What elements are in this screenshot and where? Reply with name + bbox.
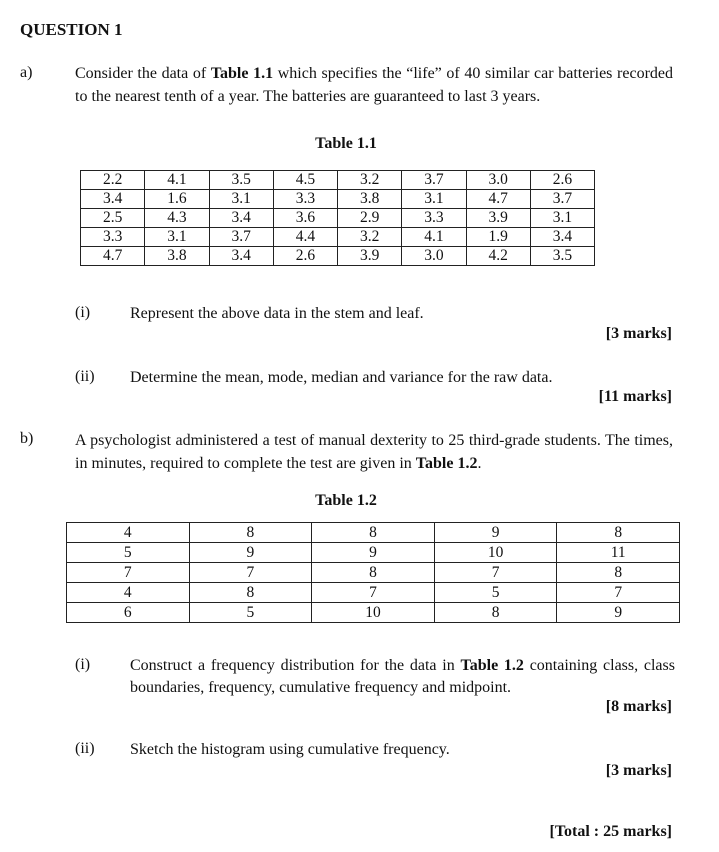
part-b-ii-text: Sketch the histogram using cumulative frequency. bbox=[130, 741, 450, 758]
table-cell: 3.0 bbox=[402, 247, 466, 266]
table-1-2-reference-2: Table 1.2 bbox=[460, 657, 524, 674]
table-cell: 3.1 bbox=[530, 209, 594, 228]
table-cell: 4.4 bbox=[273, 228, 337, 247]
table-cell: 5 bbox=[189, 603, 312, 623]
table-cell: 3.2 bbox=[338, 171, 402, 190]
part-b-i-marks: [8 marks] bbox=[605, 698, 672, 715]
part-a-ii-text: Determine the mean, mode, median and variance for the raw data. bbox=[130, 369, 553, 386]
table-cell: 3.9 bbox=[338, 247, 402, 266]
part-a-i-label: (i) bbox=[75, 304, 91, 321]
table-cell: 4 bbox=[67, 523, 190, 543]
part-b-label: b) bbox=[20, 430, 34, 447]
table-cell: 3.7 bbox=[402, 171, 466, 190]
table-row bbox=[67, 583, 680, 603]
table-cell: 3.4 bbox=[209, 209, 273, 228]
table-row bbox=[67, 563, 680, 583]
table-cell: 4.3 bbox=[145, 209, 209, 228]
table-cell: 3.5 bbox=[209, 171, 273, 190]
table-cell: 2.6 bbox=[273, 247, 337, 266]
table-cell: 9 bbox=[312, 543, 435, 563]
table-cell: 8 bbox=[434, 603, 557, 623]
table-cell: 4.7 bbox=[466, 190, 530, 209]
part-a-intro: Consider the data of Table 1.1 which specifies the “life” of 40 similar car batteries recorded to the nearest tenth of a year. The batteries are guaranteed to last 3 years. bbox=[75, 65, 674, 105]
table-cell: 3.8 bbox=[338, 190, 402, 209]
table-cell: 10 bbox=[434, 543, 557, 563]
table-1-1 bbox=[80, 170, 595, 266]
table-cell: 7 bbox=[67, 563, 190, 583]
table-cell: 3.9 bbox=[466, 209, 530, 228]
table-cell: 7 bbox=[312, 583, 435, 603]
table-cell: 3.2 bbox=[338, 228, 402, 247]
table-cell: 4.2 bbox=[466, 247, 530, 266]
table-cell: 9 bbox=[557, 603, 680, 623]
table-cell: 3.7 bbox=[209, 228, 273, 247]
table-cell: 3.7 bbox=[530, 190, 594, 209]
table-cell: 8 bbox=[312, 563, 435, 583]
table-cell: 3.8 bbox=[145, 247, 209, 266]
total-marks: [Total : 25 marks] bbox=[549, 823, 672, 840]
table-cell: 7 bbox=[189, 563, 312, 583]
table-row bbox=[81, 247, 595, 266]
question-title: QUESTION 1 bbox=[20, 20, 123, 39]
table-cell: 8 bbox=[189, 523, 312, 543]
table-cell: 8 bbox=[557, 563, 680, 583]
table-cell: 3.3 bbox=[402, 209, 466, 228]
table-1-1-caption: Table 1.1 bbox=[315, 135, 377, 152]
table-cell: 3.4 bbox=[81, 190, 145, 209]
part-b-i-label: (i) bbox=[75, 656, 91, 673]
table-cell: 3.1 bbox=[209, 190, 273, 209]
table-1-2-caption: Table 1.2 bbox=[315, 492, 377, 509]
table-cell: 3.0 bbox=[466, 171, 530, 190]
table-cell: 8 bbox=[189, 583, 312, 603]
part-a-label: a) bbox=[20, 64, 33, 81]
table-1-2-reference: Table 1.2 bbox=[415, 455, 478, 472]
part-a-i-text: Represent the above data in the stem and leaf. bbox=[130, 305, 424, 322]
table-cell: 4.1 bbox=[402, 228, 466, 247]
table-row bbox=[67, 523, 680, 543]
table-cell: 4.5 bbox=[273, 171, 337, 190]
table-cell: 9 bbox=[434, 523, 557, 543]
table-cell: 3.5 bbox=[530, 247, 594, 266]
table-row bbox=[81, 190, 595, 209]
table-cell: 8 bbox=[557, 523, 680, 543]
table-cell: 5 bbox=[67, 543, 190, 563]
table-cell: 3.3 bbox=[81, 228, 145, 247]
table-cell: 3.4 bbox=[209, 247, 273, 266]
part-b-ii-label: (ii) bbox=[75, 740, 95, 757]
table-cell: 8 bbox=[312, 523, 435, 543]
part-b-ii-marks: [3 marks] bbox=[605, 762, 672, 779]
table-row bbox=[67, 543, 680, 563]
table-row bbox=[81, 209, 595, 228]
table-cell: 2.5 bbox=[81, 209, 145, 228]
table-cell: 7 bbox=[434, 563, 557, 583]
table-cell: 4 bbox=[67, 583, 190, 603]
table-cell: 2.2 bbox=[81, 171, 145, 190]
table-cell: 5 bbox=[434, 583, 557, 603]
table-cell: 1.6 bbox=[145, 190, 209, 209]
table-cell: 1.9 bbox=[466, 228, 530, 247]
table-cell: 2.6 bbox=[530, 171, 594, 190]
table-cell: 11 bbox=[557, 543, 680, 563]
table-row bbox=[81, 228, 595, 247]
table-cell: 7 bbox=[557, 583, 680, 603]
table-cell: 4.1 bbox=[145, 171, 209, 190]
table-1-1-reference: Table 1.1 bbox=[210, 65, 274, 82]
part-a-i-marks: [3 marks] bbox=[605, 325, 672, 342]
table-row bbox=[81, 171, 595, 190]
part-b-i-text: Construct a frequency distribution for the data in Table 1.2 containing class, class boundaries, frequency, cumulative frequency and midpoint. bbox=[130, 657, 675, 696]
table-cell: 3.6 bbox=[273, 209, 337, 228]
table-row bbox=[67, 603, 680, 623]
table-cell: 2.9 bbox=[338, 209, 402, 228]
table-cell: 3.1 bbox=[402, 190, 466, 209]
table-cell: 10 bbox=[312, 603, 435, 623]
table-cell: 3.3 bbox=[273, 190, 337, 209]
table-cell: 9 bbox=[189, 543, 312, 563]
part-a-ii-marks: [11 marks] bbox=[598, 388, 672, 405]
table-1-2 bbox=[66, 522, 680, 623]
table-cell: 3.1 bbox=[145, 228, 209, 247]
part-a-ii-label: (ii) bbox=[75, 368, 95, 385]
part-b-intro: A psychologist administered a test of manual dexterity to 25 third-grade students. The times, in minutes, required to complete the test are given in Table 1.2. bbox=[75, 432, 673, 472]
table-cell: 6 bbox=[67, 603, 190, 623]
table-cell: 4.7 bbox=[81, 247, 145, 266]
table-cell: 3.4 bbox=[530, 228, 594, 247]
